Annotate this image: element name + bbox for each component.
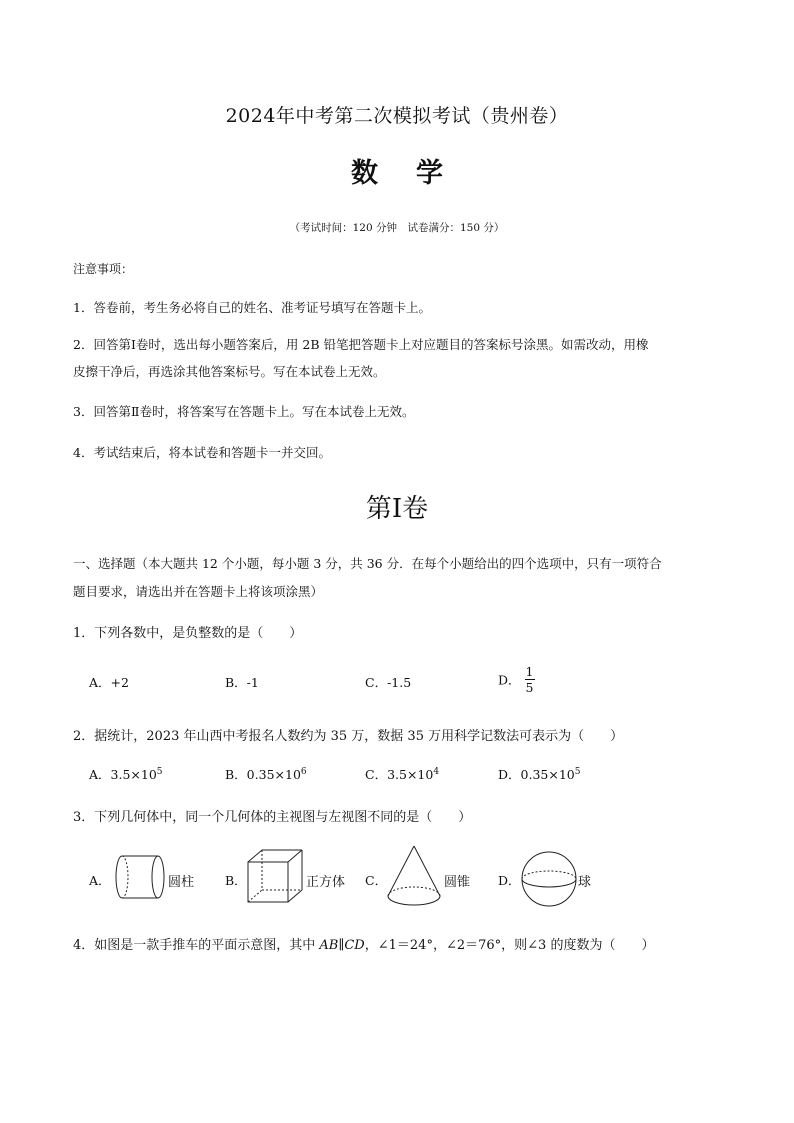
q3-option-c-label: 圆锥 — [444, 875, 471, 890]
note-item: 皮擦干净后，再选涂其他答案标号。写在本试卷上无效。 — [73, 364, 386, 379]
option-exponent: 6 — [300, 766, 307, 777]
q2-option-b — [225, 765, 307, 783]
option-exponent: 5 — [156, 766, 163, 777]
volume-heading: 第Ⅰ卷 — [365, 494, 429, 524]
section-instructions-line1: 一、选择题（本大题共 12 个小题，每小题 3 分，共 36 分．在每个小题给出的四个选项中，只有一项符合 — [73, 556, 662, 571]
q1-option-b: B．-1 — [225, 675, 259, 690]
q3-option-a-letter: A． — [89, 873, 111, 888]
q4-stem-math: AB∥CD — [319, 938, 365, 953]
notes-heading: 注意事项： — [73, 262, 134, 276]
q1-option-d-letter: D． — [498, 672, 521, 688]
question-3-stem: 3．下列几何体中，同一个几何体的主视图与左视图不同的是（ ） — [73, 810, 472, 825]
q3-option-d-label: 球 — [578, 875, 592, 890]
note-item: 4．考试结束后，将本试卷和答题卡一并交回。 — [73, 445, 331, 460]
exam-meta: （考试时间：120 分钟 试卷满分：150 分） — [289, 222, 505, 234]
option-base: C．3.5×10 — [365, 767, 434, 782]
section-instructions-line2: 题目要求，请选出并在答题卡上将该项涂黑） — [73, 584, 324, 599]
question-4-stem — [73, 934, 654, 953]
option-exponent: 5 — [574, 766, 581, 777]
note-item: 2．回答第Ⅰ卷时，选出每小题答案后，用 2B 铅笔把答题卡上对应题目的答案标号涂黑。如需改动，用橡 — [73, 337, 649, 352]
q2-option-a — [89, 765, 163, 783]
subject-title: 数学 — [351, 158, 481, 189]
exam-title: 2024年中考第二次模拟考试（贵州卷） — [225, 105, 569, 127]
q3-option-b-label: 正方体 — [306, 875, 346, 890]
option-exponent: 4 — [433, 766, 440, 777]
q3-option-a-label: 圆柱 — [168, 875, 195, 890]
q4-stem-part: 4．如图是一款手推车的平面示意图，其中 — [73, 938, 320, 953]
note-item: 1．答卷前，考生务必将自己的姓名、准考证号填写在答题卡上。 — [73, 300, 431, 315]
sphere-icon — [520, 850, 578, 908]
q3-option-c-letter: C． — [365, 873, 388, 888]
option-base: A．3.5×10 — [89, 767, 157, 782]
q1-option-c: C．-1.5 — [365, 675, 412, 690]
q3-option-b-letter: B． — [225, 873, 247, 888]
q1-option-a: A．+2 — [89, 675, 129, 690]
option-base: B．0.35×10 — [225, 767, 301, 782]
fraction-denominator: 5 — [525, 680, 534, 695]
q2-option-d — [498, 765, 580, 783]
fraction — [525, 664, 535, 695]
question-2-stem: 2．据统计，2023 年山西中考报名人数约为 35 万，数据 35 万用科学记数法可表示为（ ） — [73, 729, 624, 744]
note-item: 3．回答第Ⅱ卷时，将答案写在答题卡上。写在本试卷上无效。 — [73, 404, 415, 419]
question-1-stem: 1．下列各数中，是负整数的是（ ） — [73, 626, 303, 641]
q2-option-c — [365, 765, 439, 783]
q1-option-d — [498, 664, 535, 695]
option-base: D．0.35×10 — [498, 767, 575, 782]
cube-icon — [246, 848, 306, 906]
cone-icon — [384, 844, 444, 910]
fraction-numerator: 1 — [525, 664, 534, 679]
q3-option-d-letter: D． — [498, 873, 521, 888]
q4-stem-part: ，∠1＝24°，∠2＝76°，则∠3 的度数为（ ） — [364, 938, 655, 953]
cylinder-icon — [112, 852, 168, 902]
